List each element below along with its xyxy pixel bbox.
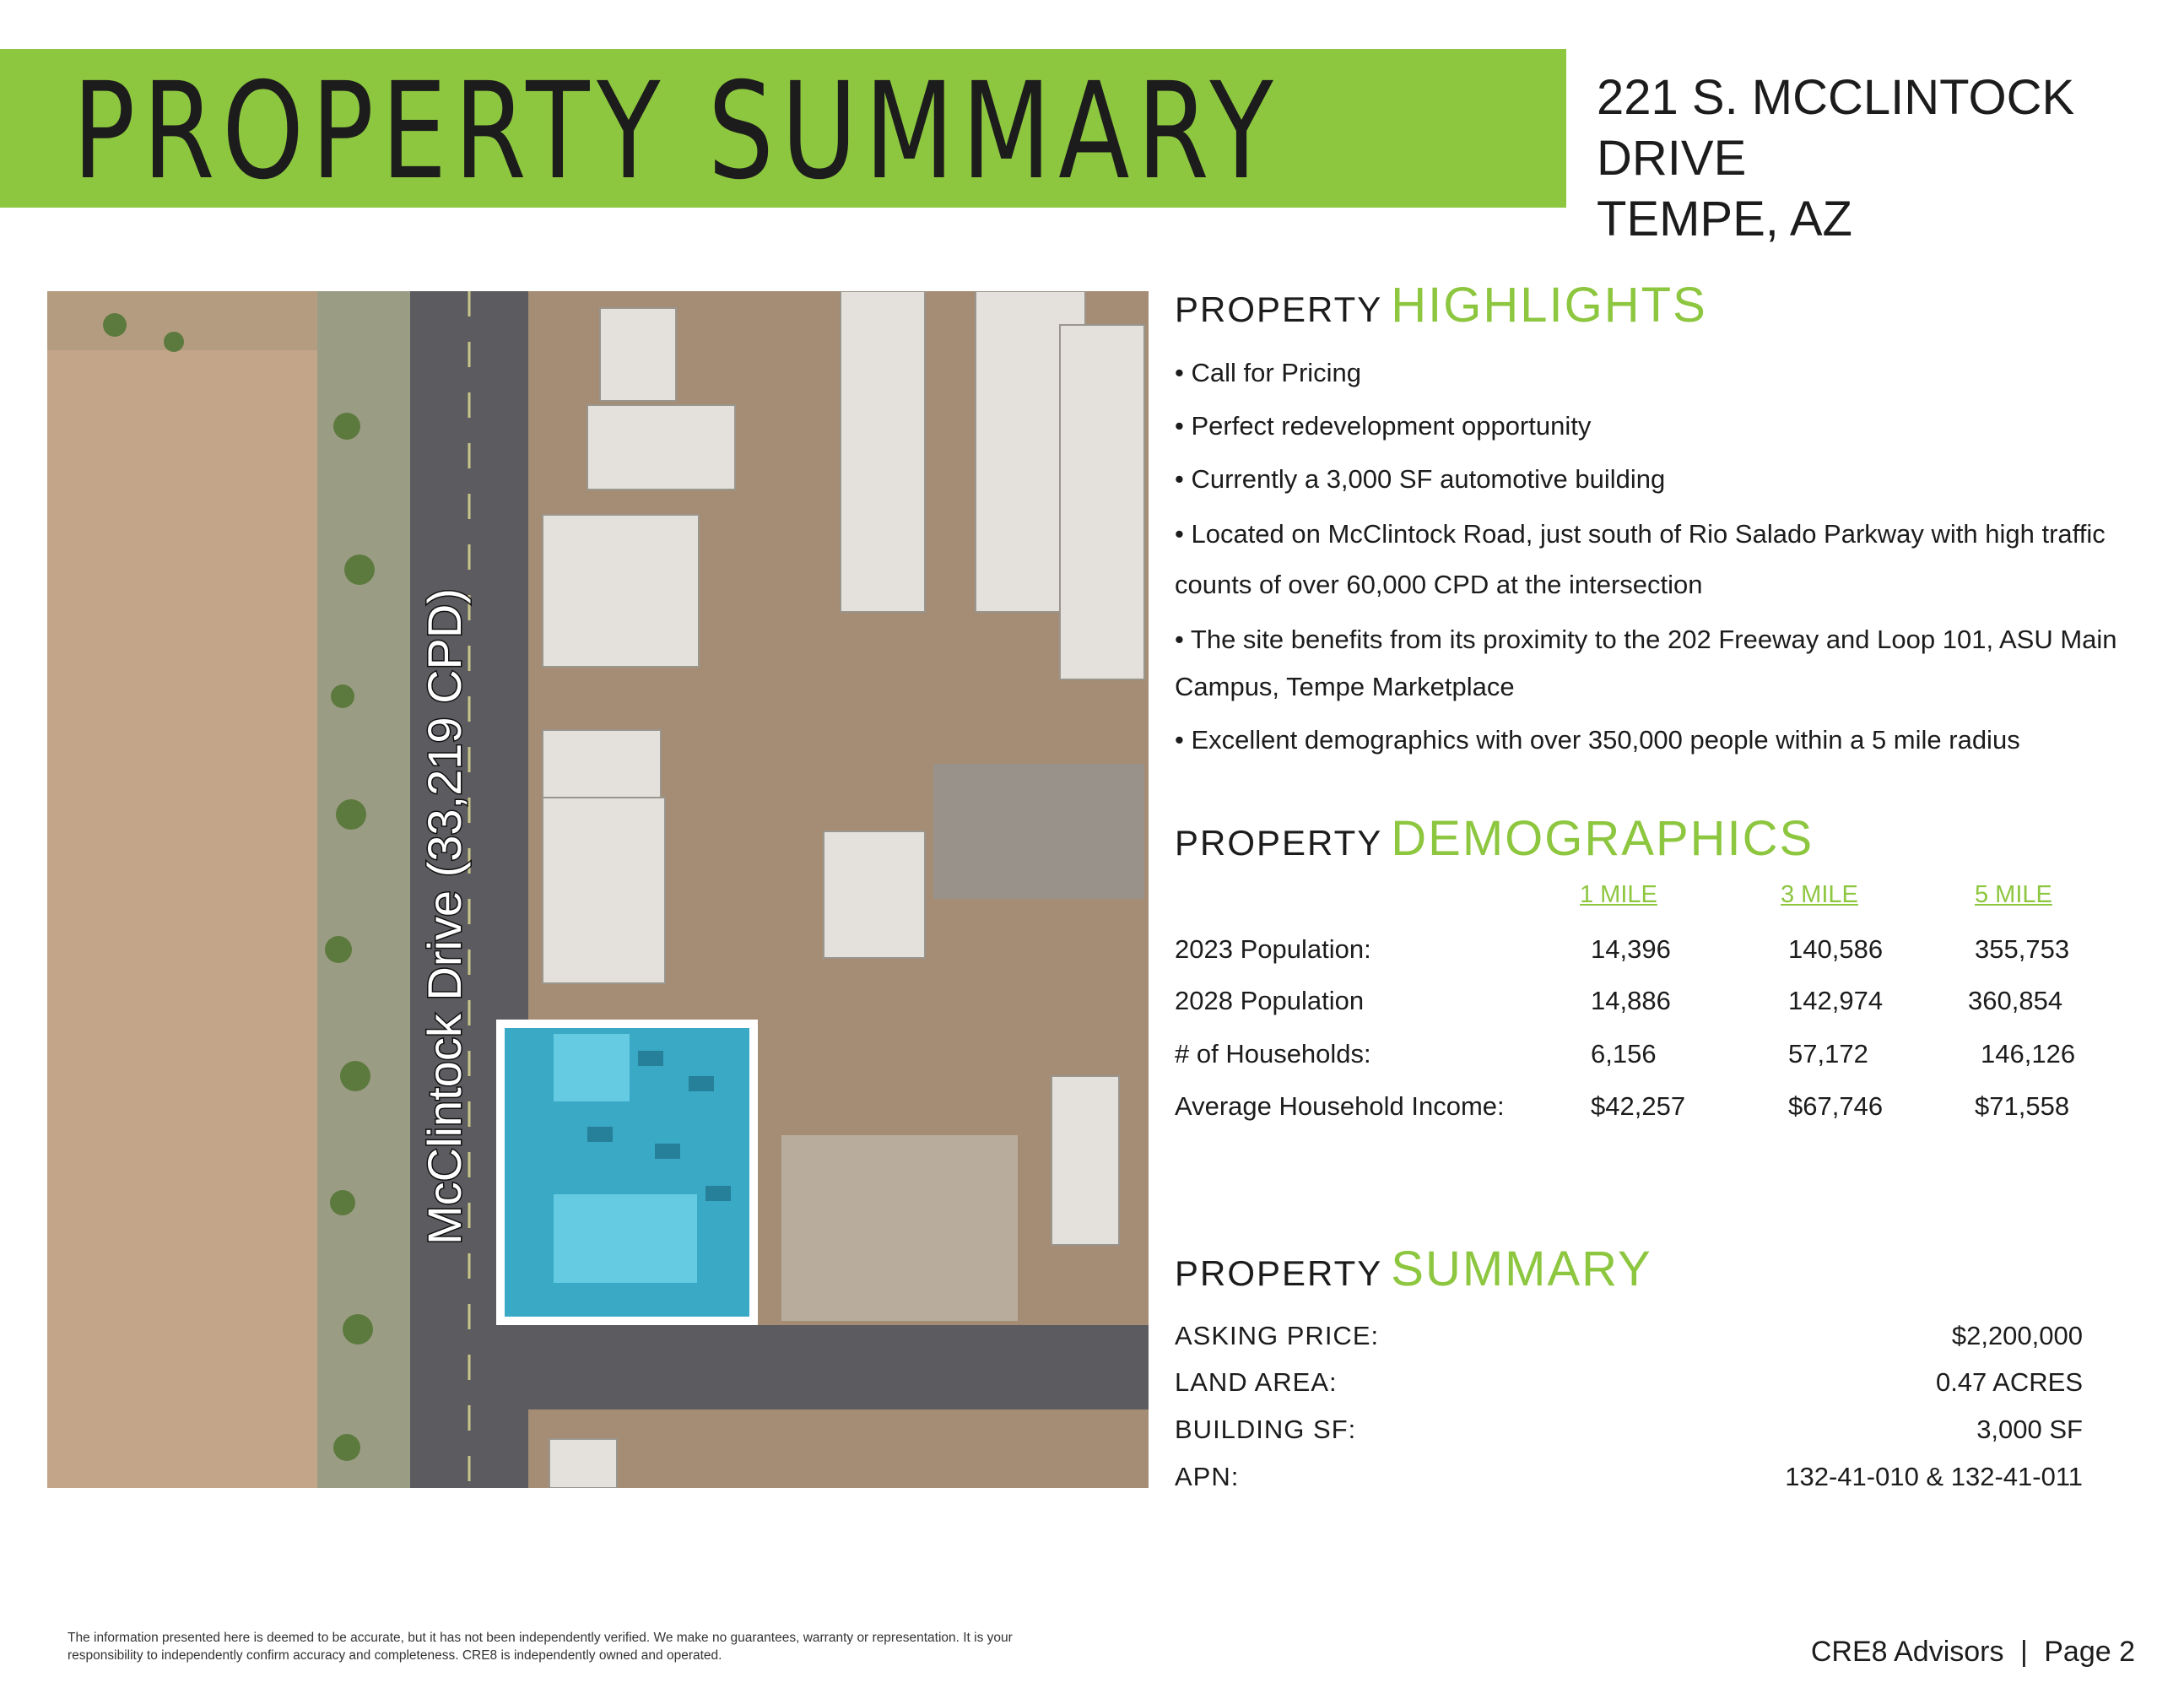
footer-brand-page xyxy=(1811,1636,2135,1669)
highlights-heading-word: HIGHLIGHTS xyxy=(1391,278,1707,333)
demographics-row-label: 2028 Population xyxy=(1175,986,1365,1015)
demographics-value: 146,126 xyxy=(1981,1039,2076,1069)
page-title: PROPERTY SUMMARY xyxy=(73,54,1281,209)
property-address xyxy=(1597,68,2184,250)
highlight-item: • The site benefits from its proximity to the 202 Freeway and Loop 101, ASU Main Campus, Tempe Marketplace xyxy=(1175,625,2117,701)
summary-label: BUILDING SF: xyxy=(1175,1415,1357,1444)
summary-label: LAND AREA: xyxy=(1175,1367,1338,1397)
aerial-map xyxy=(47,291,1149,1488)
demographics-value: 360,854 xyxy=(1968,986,2063,1015)
summary-label: APN: xyxy=(1175,1462,1240,1491)
street-label: McClintock Drive (33,219 CPD) xyxy=(418,588,471,1245)
demographics-value: $67,746 xyxy=(1788,1091,1884,1121)
demographics-heading-word: DEMOGRAPHICS xyxy=(1391,811,1814,866)
aerial-photo xyxy=(47,291,1149,1488)
demographics-row-label: Average Household Income: xyxy=(1175,1091,1505,1121)
highlights-heading xyxy=(1175,277,1707,333)
demographics-row xyxy=(1175,986,2120,1028)
demographics-col-5mile: 5 MILE xyxy=(1975,881,2052,908)
summary-heading-word: SUMMARY xyxy=(1391,1242,1652,1296)
demographics-value: 14,886 xyxy=(1591,986,1671,1015)
address-line-1: 221 S. MCCLINTOCK DRIVE xyxy=(1597,70,2075,186)
address-line-2: TEMPE, AZ xyxy=(1597,192,1852,246)
demographics-col-3mile: 3 MILE xyxy=(1781,881,1858,908)
demographics-value: 57,172 xyxy=(1788,1039,1868,1069)
page-number: Page 2 xyxy=(2044,1636,2135,1668)
demographics-heading xyxy=(1175,810,1814,867)
demographics-row xyxy=(1175,1039,2120,1081)
demographics-value: $42,257 xyxy=(1591,1091,1686,1121)
demographics-value: $71,558 xyxy=(1975,1091,2070,1121)
demographics-value: 355,753 xyxy=(1975,934,2070,964)
summary-label: ASKING PRICE: xyxy=(1175,1321,1380,1350)
demographics-row xyxy=(1175,1091,2120,1133)
demographics-col-1mile: 1 MILE xyxy=(1580,881,1657,908)
demographics-value: 140,586 xyxy=(1788,934,1884,964)
summary-row-building-sf xyxy=(1175,1415,2083,1457)
summary-value: 3,000 SF xyxy=(1976,1415,2083,1444)
highlight-item: • Call for Pricing xyxy=(1175,358,1362,387)
demographics-value: 14,396 xyxy=(1591,934,1671,964)
highlight-item: • Perfect redevelopment opportunity xyxy=(1175,411,1592,441)
demographics-heading-prefix: PROPERTY xyxy=(1175,823,1383,863)
highlights-list xyxy=(1175,349,2120,770)
summary-heading-prefix: PROPERTY xyxy=(1175,1253,1383,1293)
demographics-row xyxy=(1175,934,2120,977)
brand-name: CRE8 Advisors xyxy=(1810,1636,2004,1668)
summary-row-land-area xyxy=(1175,1367,2083,1409)
highlight-item: • Currently a 3,000 SF automotive building xyxy=(1175,464,1666,494)
summary-row-apn xyxy=(1175,1462,2083,1504)
demographics-value: 6,156 xyxy=(1591,1039,1657,1069)
highlights-heading-prefix: PROPERTY xyxy=(1175,289,1383,329)
summary-value: 132-41-010 & 132-41-011 xyxy=(1785,1462,2083,1491)
summary-value: $2,200,000 xyxy=(1951,1321,2083,1350)
demographics-row-label: # of Households: xyxy=(1175,1039,1371,1069)
disclaimer: The information presented here is deemed to be accurate, but it has not been independently verified. We make no guarantees, warranty or representation. It is your responsibility to independently confirm accuracy and completeness. CRE8 is independently owned and operated. xyxy=(68,1631,1013,1663)
highlight-item: • Excellent demographics with over 350,000 people within a 5 mile radius xyxy=(1175,725,2020,755)
highlight-item: • Located on McClintock Road, just south of Rio Salado Parkway with high traffic counts of over 60,000 CPD at the intersection xyxy=(1175,519,2106,599)
demographics-row-label: 2023 Population: xyxy=(1175,934,1371,964)
summary-heading xyxy=(1175,1241,1652,1297)
footer-separator: | xyxy=(2019,1636,2028,1668)
summary-value: 0.47 ACRES xyxy=(1935,1367,2083,1397)
summary-row-asking-price xyxy=(1175,1321,2083,1363)
demographics-value: 142,974 xyxy=(1788,986,1884,1015)
